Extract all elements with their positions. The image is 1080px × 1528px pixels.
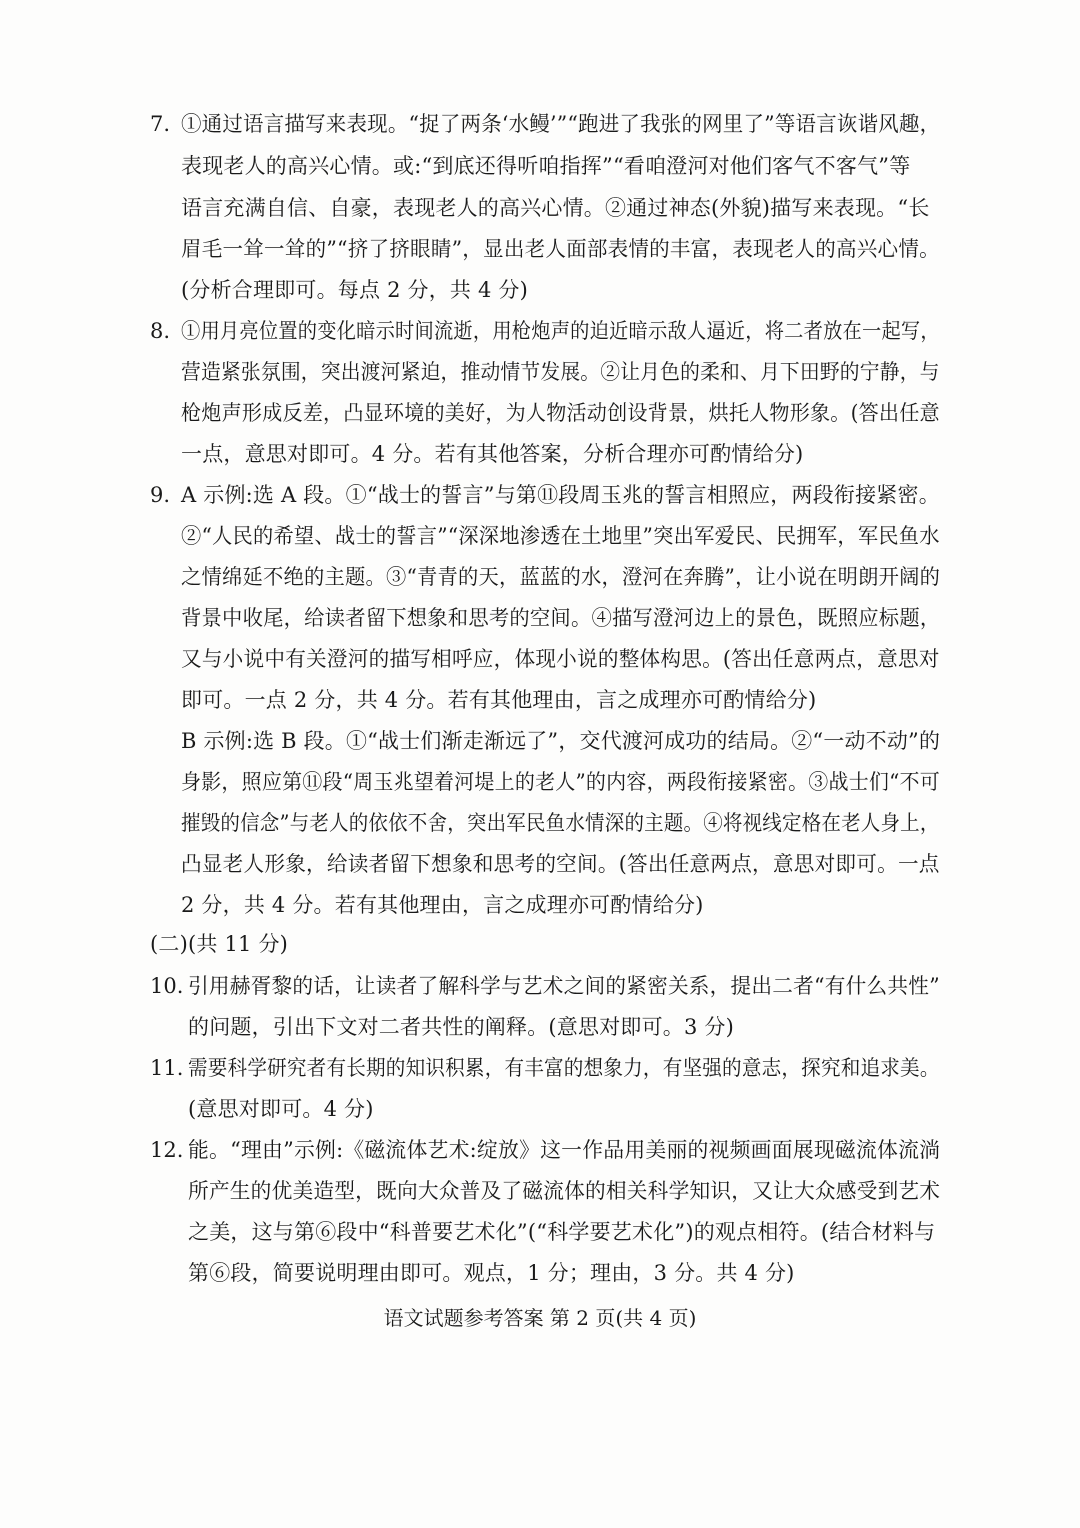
answer-line: 身影，照应第⑪段“周玉兆望着河堤上的老人”的内容，两段衔接紧密。③战士们“不可 (181, 770, 941, 794)
answer-line: 表现老人的高兴心情。或:“到底还得听咱指挥”“看咱澄河对他们客气不客气”等 (181, 154, 911, 178)
answer-line: 的问题，引出下文对二者共性的阐释。(意思对即可。3 分) (188, 1015, 735, 1039)
answer-line: 一点，意思对即可。4 分。若有其他答案，分析合理亦可酌情给分) (181, 442, 804, 466)
answer-line: 所产生的优美造型，既向大众普及了磁流体的相关科学知识，又让大众感受到艺术 (188, 1179, 941, 1203)
answer-line: 之情绵延不绝的主题。③“青青的天，蓝蓝的水，澄河在奔腾”，让小说在明朗开阔的 (181, 565, 941, 589)
answer-line: ②“人民的希望、战士的誓言”“深深地渗透在土地里”突出军爱民、民拥军，军民鱼水 (181, 524, 940, 548)
answer-line: 凸显老人形象，给读者留下想象和思考的空间。(答出任意两点，意思对即可。一点 (181, 852, 940, 876)
answer-line: 眉毛一耸一耸的”“挤了挤眼睛”，显出老人面部表情的丰富，表现老人的高兴心情。 (181, 237, 940, 261)
answer-line: 营造紧张氛围，突出渡河紧迫，推动情节发展。②让月色的柔和、月下田野的宁静，与 (181, 360, 940, 384)
answer-line: 摧毁的信念”与老人的依依不舍，突出军民鱼水情深的主题。④将视线定格在老人身上， (181, 811, 940, 835)
answer-line: 又与小说中有关澄河的描写相呼应，体现小说的整体构思。(答出任意两点，意思对 (181, 647, 940, 671)
section-title: (二)(共 11 分) (150, 932, 289, 956)
answer-line: 能。“理由”示例:《磁流体艺术:绽放》这一作品用美丽的视频画面展现磁流体流淌 (188, 1138, 941, 1162)
answer-line: ①用月亮位置的变化暗示时间流逝，用枪炮声的迫近暗示敌人逼近，将二者放在一起写， (181, 319, 940, 343)
answer-number: 8. (150, 319, 171, 343)
answer-line: 背景中收尾，给读者留下想象和思考的空间。④描写澄河边上的景色，既照应标题， (181, 606, 941, 630)
answer-line: B 示例:选 B 段。①“战士们渐走渐远了”，交代渡河成功的结局。②“一动不动”的 (181, 729, 941, 753)
answer-number: 7. (150, 112, 171, 136)
answer-line: 即可。一点 2 分，共 4 分。若有其他理由，言之成理亦可酌情给分) (181, 688, 817, 712)
answer-line: 引用赫胥黎的话，让读者了解科学与艺术之间的紧密关系，提出二者“有什么共性” (188, 974, 940, 998)
answer-line: 之美，这与第⑥段中“科普要艺术化”(“科学要艺术化”)的观点相符。(结合材料与 (188, 1220, 936, 1244)
answer-line: (分析合理即可。每点 2 分，共 4 分) (181, 278, 529, 302)
answer-line: 需要科学研究者有长期的知识积累，有丰富的想象力，有坚强的意志，探究和追求美。 (188, 1056, 940, 1080)
answer-line: (意思对即可。4 分) (188, 1097, 374, 1121)
answer-number: 9. (150, 483, 171, 507)
answer-number: 12. (150, 1138, 184, 1162)
answer-number: 10. (150, 974, 184, 998)
answer-line: A 示例:选 A 段。①“战士的誓言”与第⑪段周玉兆的誓言相照应，两段衔接紧密。 (181, 483, 940, 507)
answer-line: 枪炮声形成反差，凸显环境的美好，为人物活动创设背景，烘托人物形象。(答出任意 (181, 401, 940, 425)
page-footer: 语文试题参考答案 第 2 页(共 4 页) (383, 1306, 697, 1330)
answer-number: 11. (150, 1056, 184, 1080)
answer-line: ①通过语言描写来表现。“捉了两条‘水鳗’”“跑进了我张的网里了”等语言诙谐风趣， (181, 112, 941, 136)
answer-line: 2 分，共 4 分。若有其他理由，言之成理亦可酌情给分) (181, 893, 704, 917)
answer-line: 语言充满自信、自豪，表现老人的高兴心情。②通过神态(外貌)描写来表现。“长 (181, 196, 930, 220)
answer-line: 第⑥段，简要说明理由即可。观点，1 分；理由，3 分。共 4 分) (188, 1261, 795, 1285)
